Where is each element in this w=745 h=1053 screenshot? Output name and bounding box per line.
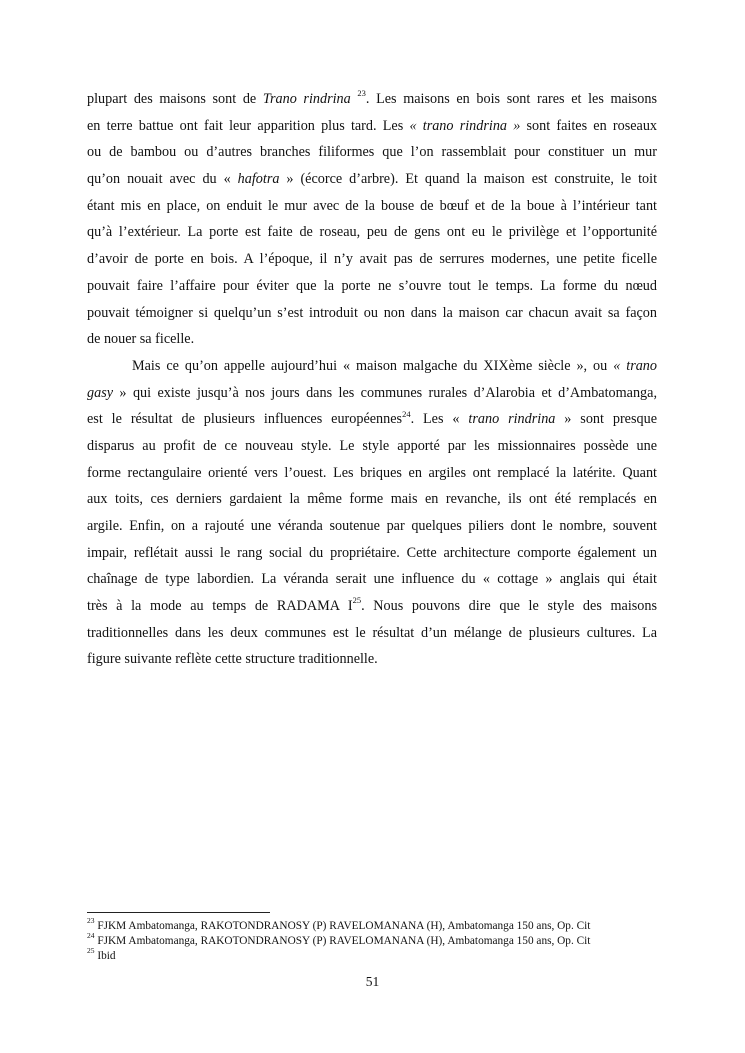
text-line: ou de bambou ou d’autres branches filiformes que l’on rassemblait pour constituer un mur [87,144,657,161]
paragraph-1 [87,86,657,353]
text-line: qu’à l’extérieur. La porte est faite de roseau, peu de gens ont eu le privilège et l’opportunité [87,224,657,241]
text-line: impair, reflétait aussi le rang social du propriétaire. Cette architecture comporte également un [87,544,657,561]
footnote-divider [87,912,270,913]
page-number: 51 [365,974,380,989]
text-line: argile. Enfin, on a rajouté une véranda soutenue par quelques piliers dont le nombre, souvent [87,518,657,534]
text-line: figure suivante reflète cette structure traditionnelle. [87,651,378,668]
text-line: de nouer sa ficelle. [87,331,195,348]
text-line: traditionnelles dans les deux communes est le résultat d’un mélange de plusieurs cultures. La [87,624,657,641]
text-line: très à la mode au temps de RADAMA $I^{25}$. Nous pouvons dire que le style des maisons [87,595,658,615]
text-line: en terre battue ont fait leur apparition plus tard. Les « trano rindrina » sont faites en roseaux [87,117,658,134]
footnotes [87,916,667,964]
text-line: gasy » qui existe jusqu’à nos jours dans les communes rurales d’Alarobia et d’Ambatomanga, [87,384,657,401]
text-line: forme rectangulaire orienté vers l’ouest. Les briques en argiles ont remplacé la latérite. Quant [87,464,657,481]
footnote: $^{23}$ FJKM Ambatomanga, RAKOTONDRANOSY (P) RAVELOMANANA (H), Ambatomanga 150 ans, Op. Cit [87,916,591,932]
text-line: d’avoir de porte en bois. A l’époque, il n’y avait pas de serrures modernes, une petite ficelle [87,251,657,268]
paragraph-2 [87,353,657,673]
footnote-number: 24 [87,931,95,941]
text-line: chaînage de type labordien. La véranda serait une influence du « cottage » anglais qui était [87,571,657,588]
footnote: $^{24}$ FJKM Ambatomanga, RAKOTONDRANOSY (P) RAVELOMANANA (H), Ambatomanga 150 ans, Op. Cit [87,931,591,947]
footnote-ref: 24 [402,408,411,419]
text-line: pouvait faire l’affaire pour éviter que la porte ne s’ouvre tout le temps. La forme du nœud [87,277,657,294]
text-line: étant mis en place, on enduit le mur avec de la bouse de bœuf et de la boue à l’intérieur tant [87,197,657,214]
text-line: plupart des maisons sont de Trano rindrina $^{23}$. Les maisons en bois sont rares et les maisons [87,88,657,107]
text-line: Mais ce qu’on appelle aujourd’hui « maison malgache du XIXème siècle », ou « trano [132,357,657,374]
footnote-ref: 23 [357,88,366,99]
body-text [87,86,657,673]
footnote: $^{25}$ Ibid [87,946,116,962]
footnote-number: 23 [87,916,95,926]
text-line: pouvait témoigner si quelqu’un s’est introduit ou non dans la maison car chacun avait sa façon [87,304,657,321]
text-line: qu’on nouait avec du « hafotra » (écorce d’arbre). Et quand la maison est construite, le toit [87,171,658,188]
text-line: est le résultat de plusieurs influences européennes$^{24}$. Les « trano rindrina » sont presque [87,408,657,428]
text-line: aux toits, ces derniers gardaient la même forme mais en revanche, ils ont été remplacés en [87,491,657,508]
footnote-number: 25 [87,946,95,956]
footnote-ref: 25 [352,595,362,606]
text-line: disparus au profit de ce nouveau style. Le style apporté par les missionnaires possède une [87,437,657,454]
